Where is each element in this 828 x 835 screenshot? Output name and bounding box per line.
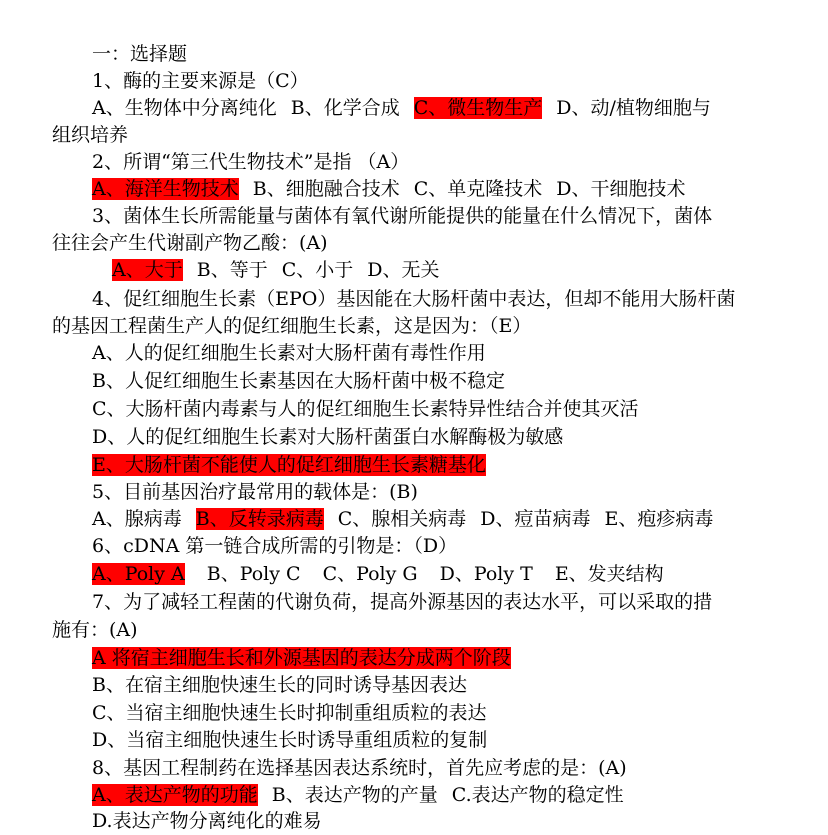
question-4-stem-2: 的基因工程菌生产人的促红细胞生长素，这是因为：（E）: [52, 315, 532, 337]
q8-option-b: B、表达产物的产量: [271, 784, 438, 806]
q4-option-e-answer: E、大肠杆菌不能使人的促红细胞生长素糖基化: [92, 454, 486, 476]
q7-option-d: D、当宿主细胞快速生长时诱导重组质粒的复制: [92, 729, 488, 751]
question-8-stem: 8、基因工程制药在选择基因表达系统时，首先应考虑的是：(A): [92, 757, 627, 779]
q5-option-e: E、疱疹病毒: [604, 508, 714, 530]
q3-option-c: C、小于: [281, 259, 354, 281]
q7-option-a-row: [0, 645, 828, 672]
question-1-options: [0, 95, 828, 122]
question-7-stem-1: 7、为了减轻工程菌的代谢负荷，提高外源基因的表达水平，可以采取的措: [92, 591, 713, 613]
q3-option-d: D、无关: [367, 259, 440, 281]
question-3-stem-2: 往往会产生代谢副产物乙酸：(A): [52, 232, 328, 254]
q1-option-d: D、动/植物细胞与: [556, 97, 711, 119]
question-2-options: [0, 176, 828, 203]
question-5-options: [0, 506, 828, 533]
q8-option-d: D.表达产物分离纯化的难易: [92, 810, 322, 832]
q6-option-c: C、Poly G: [322, 563, 418, 585]
q1-option-c-answer: C、微生物生产: [413, 97, 543, 119]
q7-option-b: B、在宿主细胞快速生长的同时诱导基因表达: [92, 674, 467, 696]
question-8-options: [0, 782, 828, 809]
q2-option-c: C、单克隆技术: [413, 178, 543, 200]
q8-option-a-answer: A、表达产物的功能: [92, 784, 258, 806]
q7-option-a-answer: A 将宿主细胞生长和外源基因的表达分成两个阶段: [92, 647, 511, 669]
q3-option-b: B、等于: [196, 259, 268, 281]
question-1-stem: 1、酶的主要来源是（C）: [92, 70, 309, 92]
question-3-stem-1: 3、菌体生长所需能量与菌体有氧代谢所能提供的能量在什么情况下，菌体: [92, 205, 713, 227]
q1-option-d-wrap: 组织培养: [52, 124, 129, 146]
q1-option-a: A、生物体中分离纯化: [92, 97, 277, 119]
q3-option-a-answer: A、大于: [112, 259, 183, 281]
q6-option-a-answer: A、Poly A: [92, 563, 185, 585]
question-6-options: [0, 561, 828, 588]
q5-option-a: A、腺病毒: [92, 508, 182, 530]
q6-option-d: D、Poly T: [439, 563, 533, 585]
question-5-stem: 5、目前基因治疗最常用的载体是：(B): [92, 481, 418, 503]
q1-option-b: B、化学合成: [290, 97, 400, 119]
q8-option-c: C.表达产物的稳定性: [451, 784, 624, 806]
question-7-stem-2: 施有：(A): [52, 619, 138, 641]
q5-option-d: D、痘苗病毒: [480, 508, 591, 530]
q2-option-d: D、干细胞技术: [556, 178, 686, 200]
q4-option-d: D、人的促红细胞生长素对大肠杆菌蛋白水解酶极为敏感: [92, 426, 564, 448]
q5-option-c: C、腺相关病毒: [337, 508, 467, 530]
q6-option-b: B、Poly C: [206, 563, 301, 585]
question-2-stem: 2、所谓“第三代生物技术”是指 （A）: [92, 151, 410, 173]
q6-option-e: E、发夹结构: [554, 563, 664, 585]
q7-option-c: C、当宿主细胞快速生长时抑制重组质粒的表达: [92, 702, 487, 724]
question-4-stem-1: 4、促红细胞生长素（EPO）基因能在大肠杆菌中表达，但却不能用大肠杆菌: [92, 288, 736, 310]
q2-option-a-answer: A、海洋生物技术: [92, 178, 239, 200]
section-title: 一：选择题: [92, 43, 188, 65]
question-3-options: [0, 257, 828, 284]
q2-option-b: B、细胞融合技术: [252, 178, 400, 200]
q4-option-b: B、人促红细胞生长素基因在大肠杆菌中极不稳定: [92, 370, 505, 392]
question-6-stem: 6、cDNA 第一链合成所需的引物是：（D）: [92, 535, 458, 557]
q5-option-b-answer: B、反转录病毒: [195, 508, 324, 530]
q4-option-a: A、人的促红细胞生长素对大肠杆菌有毒性作用: [92, 342, 486, 364]
q4-option-e-row: [0, 452, 828, 479]
q4-option-c: C、大肠杆菌内毒素与人的促红细胞生长素特异性结合并使其灭活: [92, 398, 639, 420]
